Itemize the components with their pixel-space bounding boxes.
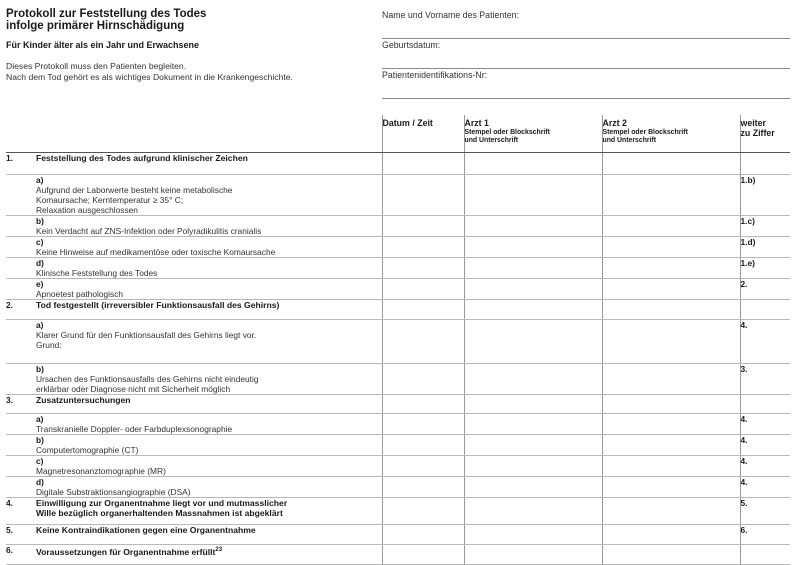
datum-cell[interactable]: [382, 215, 464, 236]
arzt1-cell[interactable]: [464, 455, 602, 476]
datum-cell[interactable]: [382, 152, 464, 174]
arzt1-cell[interactable]: [464, 236, 602, 257]
arzt2-cell[interactable]: [602, 524, 740, 544]
col-arzt2-header: Arzt 2 Stempel oder Blockschrift und Unterschrift: [602, 115, 740, 152]
table-row: a)Transkranielle Doppler- oder Farbduplexsonographie 4.: [6, 413, 790, 434]
table-row: c)Magnetresonanztomographie (MR) 4.: [6, 455, 790, 476]
arzt2-cell[interactable]: [602, 497, 740, 524]
datum-cell[interactable]: [382, 299, 464, 319]
patient-id-field[interactable]: Patientenidentifikations-Nr:: [382, 69, 790, 99]
arzt1-cell[interactable]: [464, 413, 602, 434]
datum-cell[interactable]: [382, 413, 464, 434]
table-header-row: [6, 115, 790, 152]
table-row: 4. Einwilligung zur Organentnahme liegt vor und mutmasslicher Wille bezüglich organerhaltenden Massnahmen ist abgeklärt 5.: [6, 497, 790, 524]
datum-cell[interactable]: [382, 319, 464, 363]
datum-cell[interactable]: [382, 455, 464, 476]
table-row: 5. Keine Kontraindikationen gegen eine Organentnahme 6.: [6, 524, 790, 544]
arzt1-cell[interactable]: [464, 174, 602, 215]
col-weiter-header: weiter zu Ziffer: [740, 115, 790, 152]
table-row: b)Computertomographie (CT) 4.: [6, 434, 790, 455]
col-datum-header: Datum / Zeit: [382, 115, 464, 152]
datum-cell[interactable]: [382, 278, 464, 299]
document-subtitle: Für Kinder älter als ein Jahr und Erwachsene: [6, 40, 200, 50]
patient-name-field[interactable]: Name und Vorname des Patienten:: [382, 9, 790, 39]
table-row: 1. Feststellung des Todes aufgrund klinischer Zeichen: [6, 152, 790, 174]
arzt2-cell[interactable]: [602, 236, 740, 257]
table-row: a) Klarer Grund für den Funktionsausfall des Gehirns liegt vor. Grund: 4.: [6, 319, 790, 363]
arzt1-cell[interactable]: [464, 319, 602, 363]
header-block: [6, 8, 376, 83]
datum-cell[interactable]: [382, 544, 464, 564]
birthdate-field[interactable]: Geburtsdatum:: [382, 39, 790, 69]
table-row: 3. Zusatzuntersuchungen: [6, 394, 790, 413]
arzt2-cell[interactable]: [602, 394, 740, 413]
datum-cell[interactable]: [382, 257, 464, 278]
datum-cell[interactable]: [382, 434, 464, 455]
arzt2-cell[interactable]: [602, 299, 740, 319]
table-row: 2. Tod festgestellt (irreversibler Funktionsausfall des Gehirns): [6, 299, 790, 319]
table-row: d)Klinische Feststellung des Todes 1.e): [6, 257, 790, 278]
arzt2-cell[interactable]: [602, 215, 740, 236]
arzt1-cell[interactable]: [464, 497, 602, 524]
datum-cell[interactable]: [382, 497, 464, 524]
protocol-table: [6, 115, 790, 565]
arzt2-cell[interactable]: [602, 544, 740, 564]
arzt1-cell[interactable]: [464, 278, 602, 299]
arzt2-cell[interactable]: [602, 363, 740, 394]
arzt2-cell[interactable]: [602, 152, 740, 174]
arzt2-cell[interactable]: [602, 257, 740, 278]
col-arzt1-header: Arzt 1 Stempel oder Blockschrift und Unterschrift: [464, 115, 602, 152]
arzt1-cell[interactable]: [464, 299, 602, 319]
arzt2-cell[interactable]: [602, 476, 740, 497]
datum-cell[interactable]: [382, 174, 464, 215]
arzt1-cell[interactable]: [464, 544, 602, 564]
arzt1-cell[interactable]: [464, 434, 602, 455]
arzt1-cell[interactable]: [464, 476, 602, 497]
arzt1-cell[interactable]: [464, 363, 602, 394]
arzt1-cell[interactable]: [464, 394, 602, 413]
datum-cell[interactable]: [382, 476, 464, 497]
datum-cell[interactable]: [382, 394, 464, 413]
datum-cell[interactable]: [382, 236, 464, 257]
patient-fields: [382, 9, 790, 99]
arzt1-cell[interactable]: [464, 524, 602, 544]
document-note: Dieses Protokoll muss den Patienten begleiten. Nach dem Tod gehört es als wichtiges Dokument in die Krankengeschichte.: [6, 61, 293, 82]
table-row: a) Aufgrund der Laborwerte besteht keine metabolische Komaursache; Kerntemperatur ≥ 35° C; Relaxation ausgeschlossen 1.b): [6, 174, 790, 215]
table-row: d)Digitale Substraktionsangiographie (DSA) 4.: [6, 476, 790, 497]
table-row: 6. Voraussetzungen für Organentnahme erfüllt$^{23}$: [6, 544, 790, 564]
arzt2-cell[interactable]: [602, 455, 740, 476]
datum-cell[interactable]: [382, 363, 464, 394]
arzt1-cell[interactable]: [464, 215, 602, 236]
table-row: b) Ursachen des Funktionsausfalls des Gehirns nicht eindeutig erklärbar oder Diagnose nicht mit Sicherheit möglich 3.: [6, 363, 790, 394]
datum-cell[interactable]: [382, 524, 464, 544]
arzt2-cell[interactable]: [602, 319, 740, 363]
arzt2-cell[interactable]: [602, 174, 740, 215]
table-row: b)Kein Verdacht auf ZNS-Infektion oder Polyradikulitis cranialis 1.c): [6, 215, 790, 236]
arzt1-cell[interactable]: [464, 152, 602, 174]
document-title: Protokoll zur Feststellung des Todes infolge primärer Hirnschädigung: [6, 8, 207, 32]
arzt2-cell[interactable]: [602, 434, 740, 455]
arzt1-cell[interactable]: [464, 257, 602, 278]
arzt2-cell[interactable]: [602, 413, 740, 434]
table-row: e)Apnoetest pathologisch 2.: [6, 278, 790, 299]
table-row: c)Keine Hinweise auf medikamentöse oder toxische Komaursache 1.d): [6, 236, 790, 257]
arzt2-cell[interactable]: [602, 278, 740, 299]
